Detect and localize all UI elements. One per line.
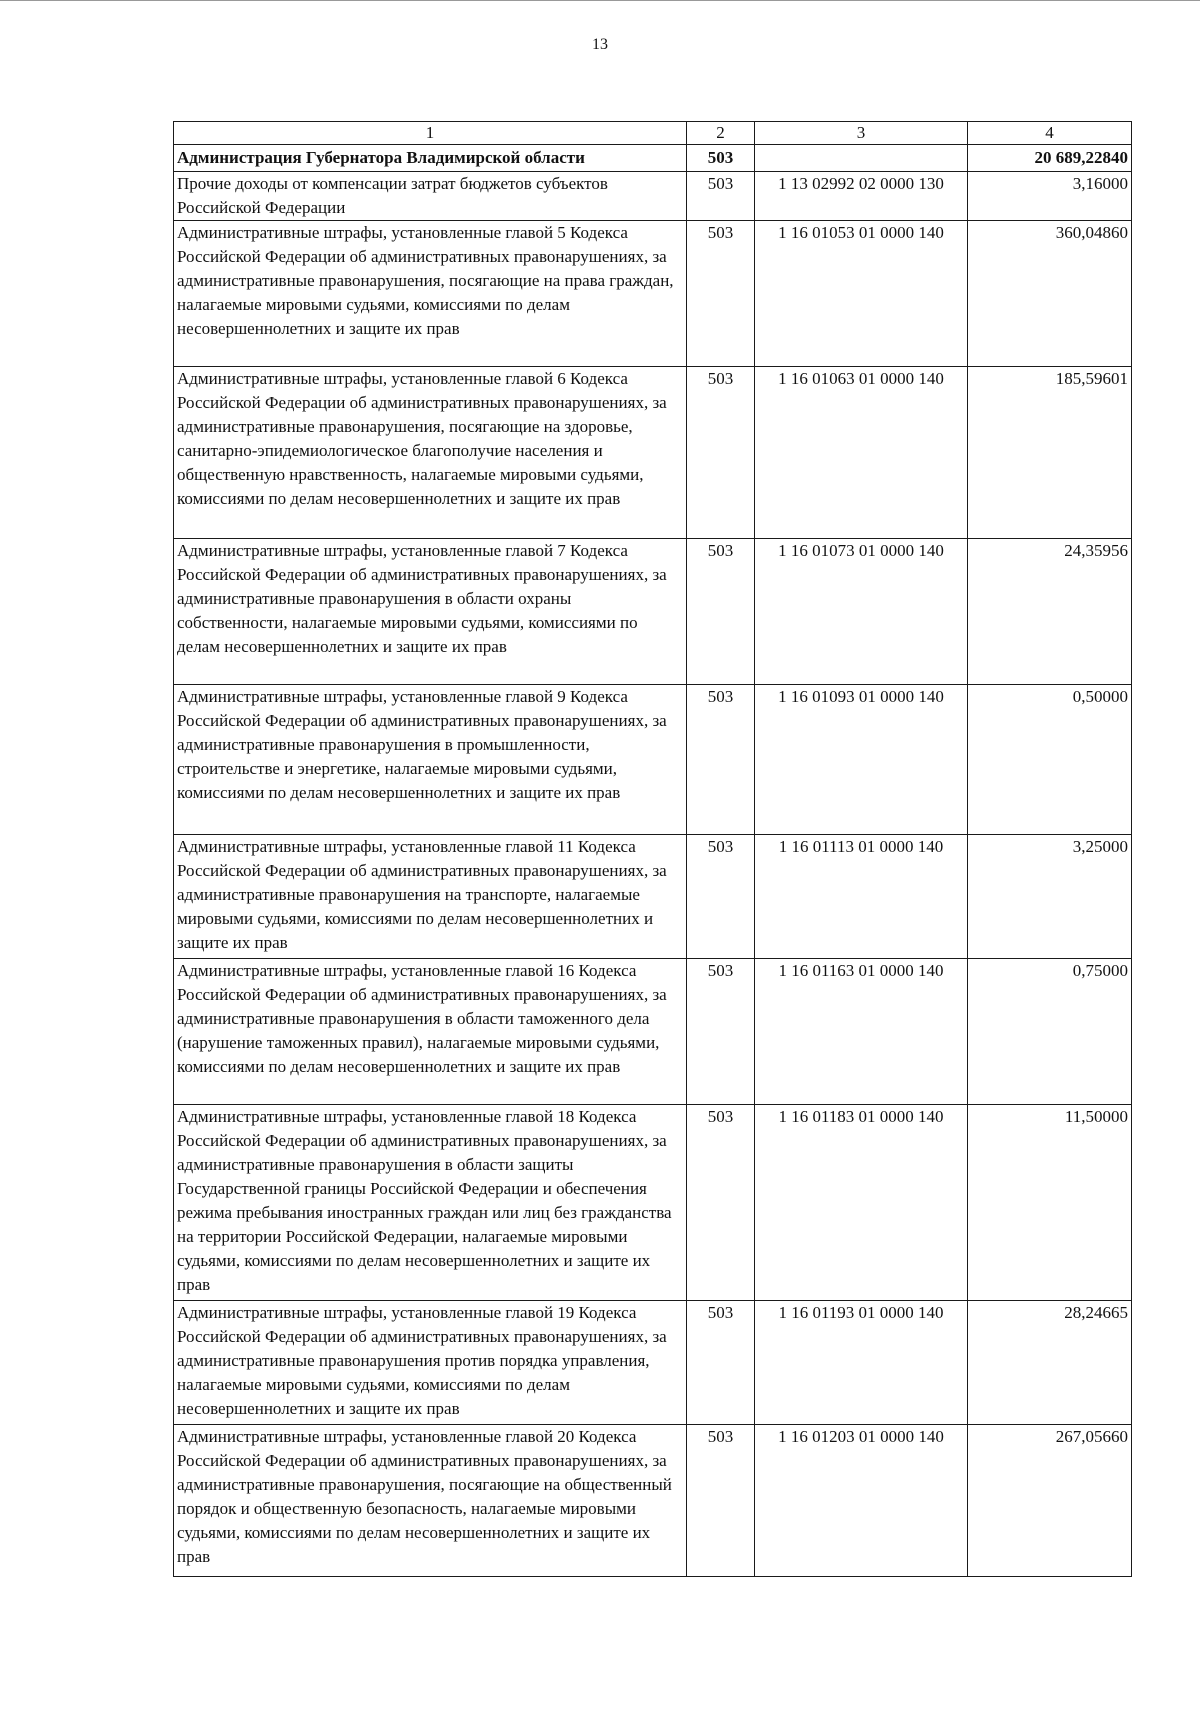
row-budget-code: 1 16 01063 01 0000 140	[755, 367, 968, 539]
column-number-4: 4	[968, 122, 1132, 145]
row-budget-code: 1 16 01163 01 0000 140	[755, 959, 968, 1105]
row-amount: 11,50000	[968, 1105, 1132, 1301]
row-description: Административные штрафы, установленные главой 19 Кодекса Российской Федерации об административных правонарушениях, за административные правонарушения против порядка управления, налагаемые мировыми судьями, комиссиями по делам несовершеннолетних и защите их прав	[174, 1301, 687, 1425]
row-amount: 28,24665	[968, 1301, 1132, 1425]
row-amount: 3,16000	[968, 172, 1132, 221]
row-budget-code: 1 16 01093 01 0000 140	[755, 685, 968, 835]
row-budget-code: 1 16 01183 01 0000 140	[755, 1105, 968, 1301]
column-number-3: 3	[755, 122, 968, 145]
row-amount: 0,50000	[968, 685, 1132, 835]
row-admin-code: 503	[687, 172, 755, 221]
row-admin-code: 503	[687, 685, 755, 835]
row-budget-code: 1 16 01073 01 0000 140	[755, 539, 968, 685]
table-row	[174, 172, 1132, 221]
table-row	[174, 367, 1132, 539]
row-description: Административные штрафы, установленные главой 18 Кодекса Российской Федерации об административных правонарушениях, за административные правонарушения в области защиты Государственной границы Российской Федерации и обеспечения режима пребывания иностранных граждан или лиц без гражданства на территории Российской Федерации, налагаемые мировыми судьями, комиссиями по делам несовершеннолетних и защите их прав	[174, 1105, 687, 1301]
table-row	[174, 221, 1132, 367]
table-row	[174, 1301, 1132, 1425]
row-amount: 360,04860	[968, 221, 1132, 367]
row-admin-code: 503	[687, 835, 755, 959]
column-number-row	[174, 122, 1132, 145]
page-number: 13	[592, 36, 608, 53]
row-description: Административные штрафы, установленные главой 20 Кодекса Российской Федерации об административных правонарушениях, за административные правонарушения, посягающие на общественный порядок и общественную безопасность, налагаемые мировыми судьями, комиссиями по делам несовершеннолетних и защите их прав	[174, 1425, 687, 1577]
row-admin-code: 503	[687, 1301, 755, 1425]
row-description: Административные штрафы, установленные главой 9 Кодекса Российской Федерации об административных правонарушениях, за административные правонарушения в промышленности, строительстве и энергетике, налагаемые мировыми судьями, комиссиями по делам несовершеннолетних и защите их прав	[174, 685, 687, 835]
table-row	[174, 835, 1132, 959]
row-description: Прочие доходы от компенсации затрат бюджетов субъектов Российской Федерации	[174, 172, 687, 221]
row-amount: 267,05660	[968, 1425, 1132, 1577]
row-admin-code: 503	[687, 1105, 755, 1301]
column-number-1: 1	[174, 122, 687, 145]
row-description: Административные штрафы, установленные главой 5 Кодекса Российской Федерации об административных правонарушениях, за административные правонарушения, посягающие на права граждан, налагаемые мировыми судьями, комиссиями по делам несовершеннолетних и защите их прав	[174, 221, 687, 367]
table-row	[174, 959, 1132, 1105]
administrator-row	[174, 145, 1132, 172]
table-row	[174, 685, 1132, 835]
row-budget-code: 1 16 01053 01 0000 140	[755, 221, 968, 367]
row-admin-code: 503	[687, 367, 755, 539]
row-admin-code: 503	[687, 1425, 755, 1577]
row-description: Административные штрафы, установленные главой 6 Кодекса Российской Федерации об административных правонарушениях, за административные правонарушения, посягающие на здоровье, санитарно-эпидемиологическое благополучие населения и общественную нравственность, налагаемые мировыми судьями, комиссиями по делам несовершеннолетних и защите их прав	[174, 367, 687, 539]
top-border-line	[0, 0, 1200, 2]
administrator-code: 503	[687, 145, 755, 172]
row-amount: 185,59601	[968, 367, 1132, 539]
row-budget-code: 1 16 01113 01 0000 140	[755, 835, 968, 959]
table-row	[174, 539, 1132, 685]
administrator-budget-code	[755, 145, 968, 172]
row-amount: 0,75000	[968, 959, 1132, 1105]
row-amount: 3,25000	[968, 835, 1132, 959]
row-admin-code: 503	[687, 221, 755, 367]
row-admin-code: 503	[687, 539, 755, 685]
column-number-2: 2	[687, 122, 755, 145]
row-budget-code: 1 16 01193 01 0000 140	[755, 1301, 968, 1425]
revenue-table	[173, 121, 1132, 1577]
row-amount: 24,35956	[968, 539, 1132, 685]
row-description: Административные штрафы, установленные главой 16 Кодекса Российской Федерации об административных правонарушениях, за административные правонарушения в области таможенного дела (нарушение таможенных правил), налагаемые мировыми судьями, комиссиями по делам несовершеннолетних и защите их прав	[174, 959, 687, 1105]
row-description: Административные штрафы, установленные главой 7 Кодекса Российской Федерации об административных правонарушениях, за административные правонарушения в области охраны собственности, налагаемые мировыми судьями, комиссиями по делам несовершеннолетних и защите их прав	[174, 539, 687, 685]
administrator-total-amount: 20 689,22840	[968, 145, 1132, 172]
administrator-name: Администрация Губернатора Владимирской области	[174, 145, 687, 172]
table-row	[174, 1105, 1132, 1301]
row-budget-code: 1 13 02992 02 0000 130	[755, 172, 968, 221]
row-budget-code: 1 16 01203 01 0000 140	[755, 1425, 968, 1577]
row-admin-code: 503	[687, 959, 755, 1105]
table-row	[174, 1425, 1132, 1577]
row-description: Административные штрафы, установленные главой 11 Кодекса Российской Федерации об административных правонарушениях, за административные правонарушения на транспорте, налагаемые мировыми судьями, комиссиями по делам несовершеннолетних и защите их прав	[174, 835, 687, 959]
